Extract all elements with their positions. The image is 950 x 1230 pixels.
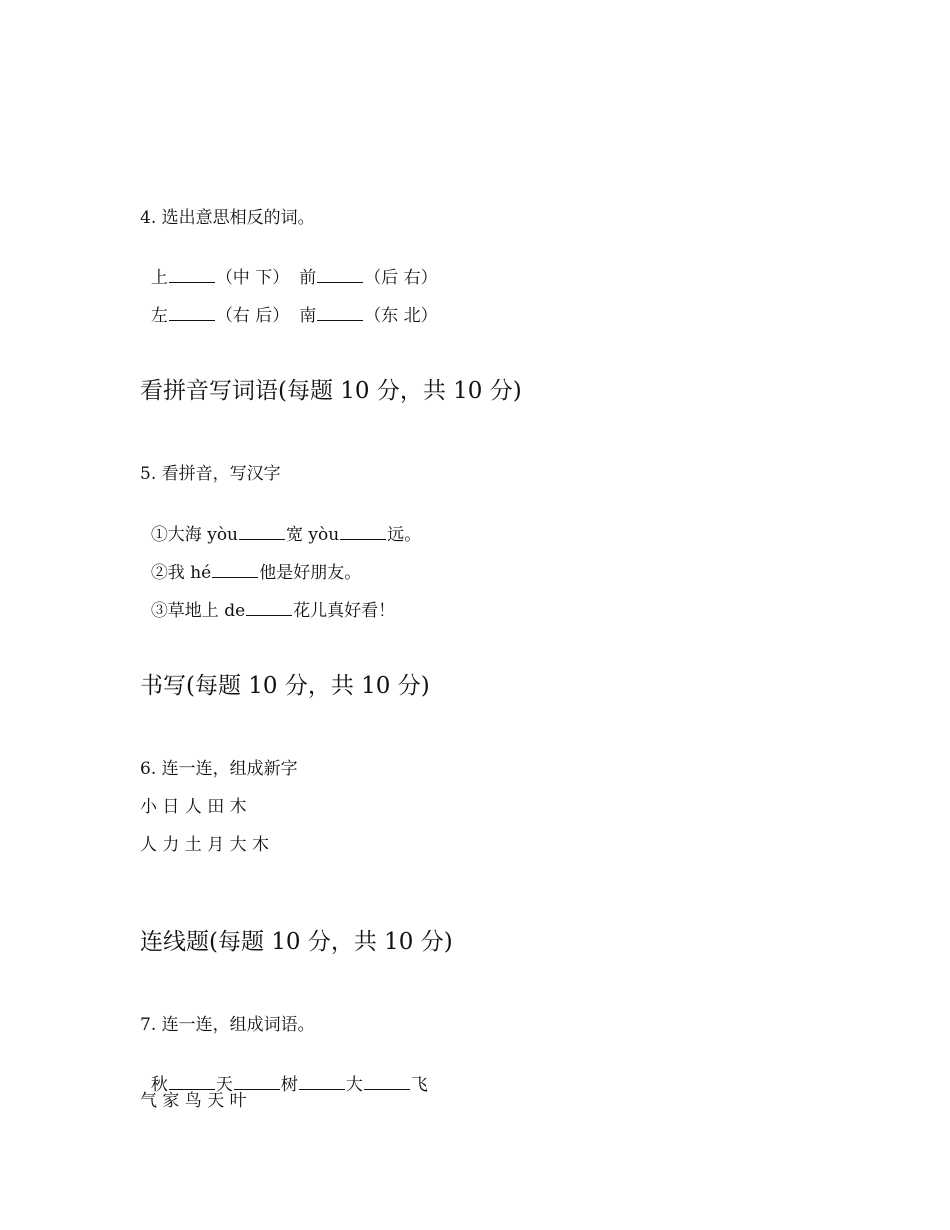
prompt-text: ②我 hé: [150, 563, 212, 583]
answer-blank[interactable]: [239, 524, 285, 540]
question-4-row-2: [140, 283, 438, 327]
prompt-text: 花儿真好看！: [293, 601, 396, 621]
section-heading-pinyin: 看拼音写词语(每题 10 分，共 10 分): [140, 378, 522, 404]
options: （后 右）: [364, 268, 438, 288]
question-6-row-2: 人 力 土 月 大 木: [140, 835, 270, 855]
question-5-line-3: [140, 578, 395, 622]
question-4-title: 4. 选出意思相反的词。: [140, 208, 315, 228]
options: （东 北）: [364, 306, 438, 326]
answer-blank[interactable]: [234, 1074, 280, 1090]
word: 上: [150, 268, 168, 288]
answer-blank[interactable]: [212, 562, 258, 578]
answer-blank[interactable]: [169, 267, 215, 283]
prompt-text: 宽 yòu: [286, 525, 340, 545]
answer-blank[interactable]: [364, 1074, 410, 1090]
question-7-row-2: 气 家 鸟 天 叶: [140, 1091, 247, 1111]
word: 南: [299, 306, 317, 326]
answer-blank[interactable]: [317, 267, 363, 283]
answer-blank[interactable]: [317, 305, 363, 321]
word: 树: [280, 1075, 298, 1095]
options: （中 下）: [215, 268, 290, 288]
section-heading-matching: 连线题(每题 10 分，共 10 分): [140, 929, 453, 955]
prompt-text: ①大海 yòu: [150, 525, 239, 545]
word: 大: [345, 1075, 363, 1095]
word: 左: [150, 306, 168, 326]
word: 飞: [410, 1075, 428, 1095]
question-6-title: 6. 连一连，组成新字: [140, 759, 298, 779]
prompt-text: ③草地上 de: [150, 601, 246, 621]
question-7-title: 7. 连一连，组成词语。: [140, 1015, 315, 1035]
word: 秋: [150, 1075, 168, 1095]
answer-blank[interactable]: [246, 600, 292, 616]
prompt-text: 他是好朋友。: [259, 563, 362, 583]
question-5-title: 5. 看拼音，写汉字: [140, 464, 281, 484]
answer-blank[interactable]: [340, 524, 386, 540]
options: （右 后）: [215, 306, 290, 326]
word: 天: [215, 1075, 233, 1095]
section-heading-writing: 书写(每题 10 分，共 10 分): [140, 673, 430, 699]
word: 前: [299, 268, 317, 288]
prompt-text: 远。: [387, 525, 422, 545]
question-6-row-1: 小 日 人 田 木: [140, 797, 247, 817]
answer-blank[interactable]: [169, 1074, 215, 1090]
answer-blank[interactable]: [169, 305, 215, 321]
answer-blank[interactable]: [299, 1074, 345, 1090]
